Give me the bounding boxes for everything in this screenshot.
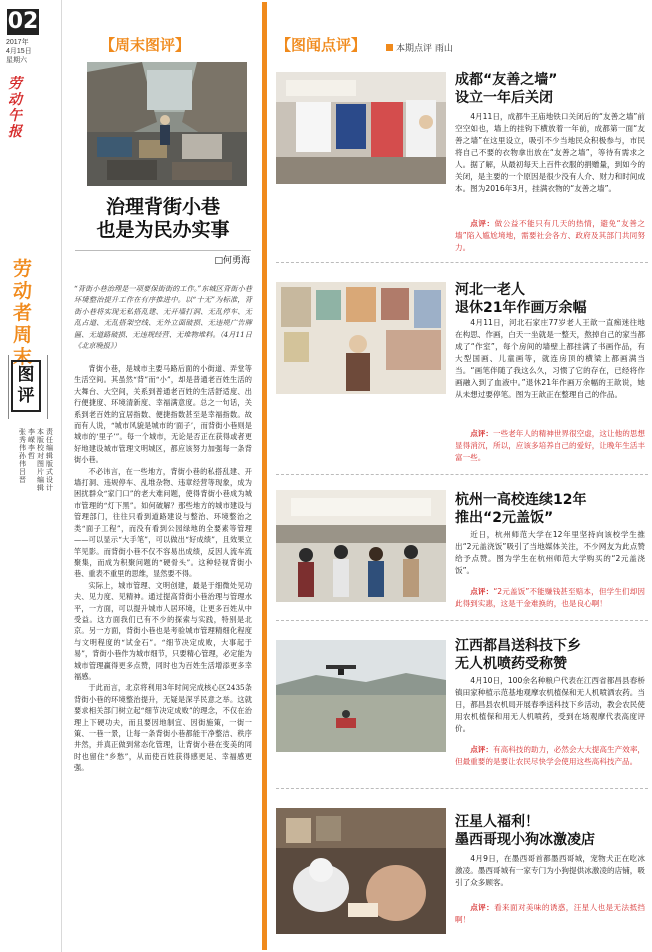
item-5-title <box>455 813 645 849</box>
date-day: 4月15日 <box>6 48 32 55</box>
item-5-body <box>455 853 645 889</box>
credit-item: 责任编辑 <box>46 428 53 460</box>
title-line: 杭州一高校连续12年 <box>455 492 587 508</box>
title-line: 退休21年作画万余幅 <box>455 300 587 316</box>
item-text: 4月11日，河北石家庄77岁老人王歆一直痴迷往地在构思、作画，白天一坐就是一整天，熬掉自己的家当都成了“作室”，每个房间的墙壁上都挂满了书画作品，有大型国画、儿童画等，就连房顶的横梁上都画满当当。“画笔伴随了我这么久，习惯了它的存在，已经将作画融入到了血液中。”退休21年作画万余幅的王歆说，她从未想过要停笔。图为王歆正在整理自己的作品。 <box>455 318 645 399</box>
comment-text: “2元盖饭”不能赚钱甚至赔本，但学生们却因此得到实惠，这是干金难换的，也是良心啊！ <box>455 587 646 608</box>
right-section-header: 【图闻点评】 <box>276 36 367 54</box>
commentator-line <box>386 41 453 54</box>
title-line: 推出“2元盖饭” <box>455 510 554 526</box>
item-3-title <box>455 491 645 527</box>
comment-label: 点评： <box>470 903 495 912</box>
credit-item: 吕晋 <box>19 468 26 484</box>
comment-label: 点评： <box>470 745 493 754</box>
item-5-comment <box>455 902 645 926</box>
headline-line-1: 治理背街小巷 <box>105 196 220 218</box>
credits-col-2 <box>37 428 47 492</box>
article-lead: “背街小巷治理是一项要保街街的工作。”东城区背街小巷环境整治提升工作在有序推进中。以“十无”为标准，背街小巷将实现无私搭乱建、无开墙打洞、无乱停车、无乱占道、无乱搭架空线、无外立面破损、无违规广告牌匾、无道路破损、无违规经营、无堆物堆料。（4月11日《北京晚报》） <box>74 284 252 351</box>
paragraph: 于此而言，北京将利用3年时间完成核心区2435条背街小巷的环境整治提升，无疑是深孚民意之举。这就要求相关部门树立起“细节决定成败”的理念，不仅在治理上下硬功夫，而且要因地制宜、因街施策，一街一策、一巷一景，让每一条背街小巷都能干净整洁、秩序井然，并真正做到常态化管理，让背街小巷在变美的同时也留住“乡愁”，从而使百姓获得感更足、幸福感更强。 <box>74 683 252 773</box>
credits-col-3 <box>28 428 38 460</box>
elderly-painter-photo <box>276 282 446 394</box>
divider <box>75 250 251 251</box>
item-3-comment <box>455 586 645 610</box>
paragraph: 实际上，城市管理、文明创建，最是于细微处见功夫、见力度、见精神。通过提高背街小巷治理与管理水平，一方面，可以提升城市人居环境，让更多百姓从中受益。这方面我们已有不少的探索与实践，特别是北京。另一方面，背街小巷也是考验城市管理精细化程度与文明程度的“试金石”。“细节决定成败，大事起于易”，背街小巷作为城市细节，只要精心管理，必定能为城市管理赢得更多点赞，同时也为百姓生活增添更多幸福感。 <box>74 580 252 681</box>
item-text: 4月10日，100余名种粮户代表在江西省都昌县春桥镇田家种植示范基地观摩农机植保和无人机喷洒农药。当日，都昌县农机局开展春季送科技下乡活动，教会农民使用农机植保和用无人机喷药，受到在场观摩代表高度评价。 <box>455 676 645 733</box>
credit-item: 图片编辑 <box>37 460 44 492</box>
credit-item: 版式设计 <box>46 460 53 492</box>
item-3-body <box>455 529 645 577</box>
item-text: 近日，杭州师范大学在12年里坚持向该校学生推出“2元盖浇饭”吸引了当地媒体关注，不少网友为此点赞给予点赞。图为学生在杭州师范大学购买的“2元盖浇饭”。 <box>455 530 645 575</box>
headline-line-2: 也是为民办实事 <box>96 219 230 241</box>
item-1-title <box>455 71 645 107</box>
item-2-body <box>455 317 645 401</box>
item-1-body <box>455 111 645 195</box>
title-line: 汪星人福利！ <box>455 814 539 830</box>
item-separator <box>276 788 648 789</box>
paragraph: 不必讳言，在一些地方，背街小巷的私搭乱建、开墙打洞、违规停车、乱堆杂物、违章经营等现象，成为困扰群众“家门口”的老大难问题，使得背街小巷成为城市管理的“灯下黑”。如何破解？那些地方的城市建设与管理部门，往往只看到道路建设与整治、环境整治之类“面子工程”，而没有看到公园绿地的全要素等管理——可以显示“大手笔”，可以做出“好成绩”，且效果立竿见影。而背街小巷不仅不容易出成绩，反因人流车流聚集，而成为积聚问题的“硬骨头”。这种轻视背街小巷、重表不重里的思维，显然要不得。 <box>74 466 252 579</box>
item-text: 4月11日，成都牛王庙地铁口关闭后的“友善之墙”前空空如也，墙上的挂钩下横放着一年前，成都第一面“友善之墙”在这里设立，吸引不少当地民众积极参与，市民将自己不要的衣物拿出放在“友善之墙”，等待有需求之人。据了解，从最初每天上百件衣服的捐赠量，到如今的关闭，是主要的一个原因是很少没有人介、财力和时间成本。图为2016年3月，挂满衣物的“友善之墙”。 <box>455 112 645 193</box>
left-section-header: 【周末图评】 <box>100 36 191 54</box>
friendly-wall-photo <box>276 72 446 184</box>
article-body <box>74 363 252 774</box>
credit-item: 本版校对 <box>37 428 44 460</box>
issue-date <box>6 38 32 65</box>
title-line: 墨西哥现小狗冰激凌店 <box>455 832 595 848</box>
item-separator <box>276 262 648 263</box>
comment-text: 一些老年人的精神世界很空虚，这让他的思想显得消沉，所以，应该多培养自己的爱好，让晚年生活丰富一些。 <box>455 429 646 462</box>
title-line: 成都“友善之墙” <box>455 72 558 88</box>
orange-column-divider <box>262 2 267 950</box>
comment-label: 点评： <box>470 219 495 228</box>
credit-item: 李嵘 <box>28 428 35 444</box>
comment-text: 看来面对美味的诱惑，汪星人也是无法抵挡啊！ <box>455 903 645 924</box>
title-line: 江西都昌送科技下乡 <box>455 638 581 654</box>
weekend-commentary-article <box>70 0 256 952</box>
item-text: 4月9日，在墨西哥首都墨西哥城，宠物犬正在吃冰激凌。墨西哥城有一家专门为小狗提供冰激凌的店铺，吸引了众多顾客。 <box>455 854 645 887</box>
orange-square-icon <box>386 44 393 51</box>
masthead-logo: 劳动午报 <box>8 76 23 140</box>
article-headline <box>70 196 256 242</box>
credit-item: 张秀伟 <box>19 428 26 452</box>
credits-col-4 <box>19 428 29 484</box>
commentator-text: 本期点评 雨山 <box>396 44 453 54</box>
title-line: 无人机喷药受称赞 <box>455 656 567 672</box>
left-strip <box>0 0 62 952</box>
comment-label: 点评： <box>470 429 493 438</box>
credits-col-1 <box>46 428 56 492</box>
credit-item: 李哲 <box>28 444 35 460</box>
drone-spraying-photo <box>276 640 446 752</box>
article-byline: □何勇海 <box>214 256 250 266</box>
alley-photo <box>87 62 247 186</box>
section-title-vertical: 劳动者周末 <box>13 258 33 368</box>
item-4-title <box>455 637 645 673</box>
credit-item: 孙伟 <box>19 452 26 468</box>
title-line: 河北一老人 <box>455 282 525 298</box>
item-2-title <box>455 281 645 317</box>
title-line: 设立一年后关闭 <box>455 90 553 106</box>
item-separator <box>276 620 648 621</box>
item-separator <box>276 474 648 475</box>
item-2-comment <box>455 428 645 464</box>
comment-label: 点评： <box>470 587 494 596</box>
section-box-title: 图评 <box>11 360 41 412</box>
canteen-photo <box>276 490 446 602</box>
paragraph: 背街小巷，是城市主要马路后面的小街道、弄堂等生活空间。其虽然“背”而“小”，却是普通老百姓生活的大舞台、大空间，关系到普通老百姓的生活舒适度、出行便捷度、环境清新度、幸福满意度。总之一句话，关系到老百姓的宜居指数、便捷指数甚至是幸福指数。故而有人说，“城市风貌是城市的‘面子’，而背街小巷则是城市的‘里子’”。每一个城市，无论是否正在获得或者更好地建设城市管理文明城区，都应该努力加强每一条背街小巷。 <box>74 364 252 465</box>
date-weekday: 星期六 <box>6 57 27 64</box>
item-4-comment <box>455 744 645 768</box>
item-4-body <box>455 675 645 735</box>
comment-text: 做公益不能只有几天的热情，避免“友善之墙”陷入尴尬境地，需要社会各方、政府及其部门共同努力。 <box>455 219 646 252</box>
dog-ice-cream-photo <box>276 808 446 934</box>
page-number: 02 <box>7 9 39 34</box>
item-1-comment <box>455 218 645 254</box>
date-year: 2017年 <box>6 39 29 46</box>
comment-text: 有高科技的助力，必然会大大提高生产效率，但最重要的是要让农民尽快学会使用这些高科技产品。 <box>455 745 646 766</box>
